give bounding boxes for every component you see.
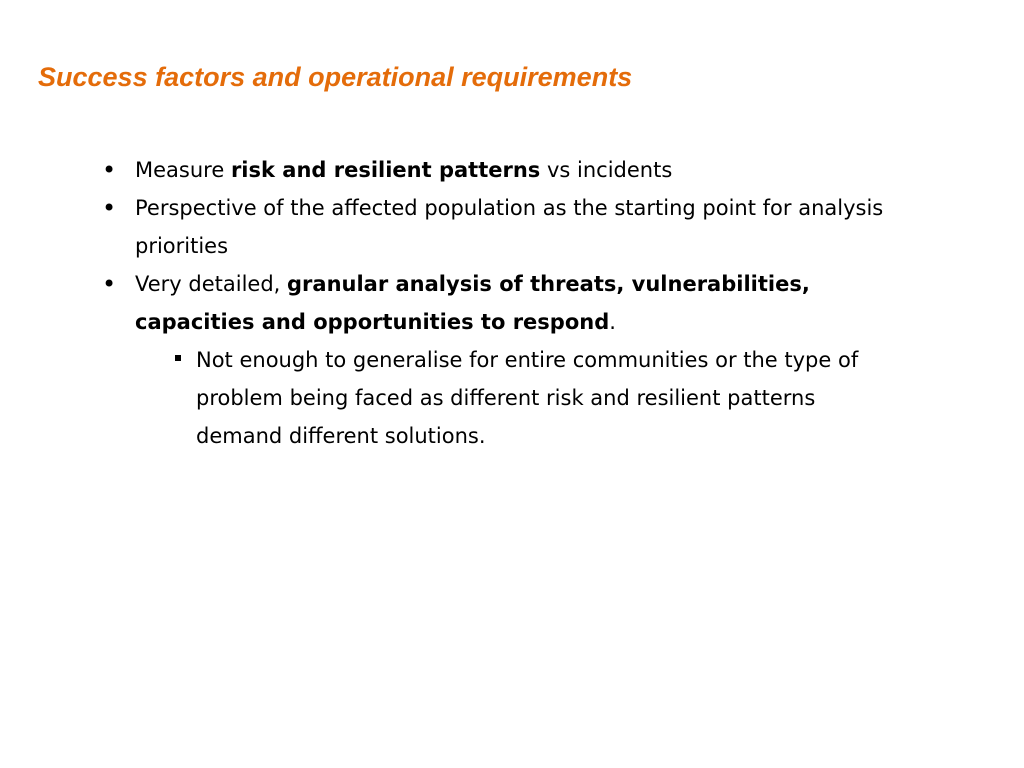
bullet-text	[135, 189, 896, 265]
square-bullet-icon	[175, 355, 181, 361]
bullet-text	[135, 151, 896, 189]
bullet-item-1	[96, 151, 896, 189]
bullet-part-text: Very detailed,	[135, 272, 288, 296]
bullet-marker-icon: •	[102, 194, 117, 222]
bullet-marker-icon: •	[102, 156, 117, 184]
bullet-part-text: Measure	[135, 158, 231, 182]
bullet-part-bold-text: granular analysis of threats, vulnerabilities, capacities and opportunities to respond	[135, 272, 810, 334]
bullet-part-text: .	[609, 310, 616, 334]
bullet-marker-icon: •	[102, 270, 117, 298]
bullet-part-bold-text: risk and resilient patterns	[230, 158, 541, 182]
bullet-part-text: vs incidents	[540, 158, 673, 182]
bullet-text	[135, 265, 896, 341]
bullet-list	[96, 151, 896, 455]
sub-bullet-item-1	[166, 341, 886, 455]
sub-bullet-list	[135, 341, 896, 455]
bullet-part-text: Perspective of the affected population as the starting point for analysis priorities	[135, 196, 884, 258]
bullet-item-3	[96, 265, 896, 455]
bullet-item-2	[96, 189, 896, 265]
sub-bullet-text: Not enough to generalise for entire communities or the type of problem being faced as different risk and resilient patterns demand different solutions.	[196, 348, 859, 448]
slide-title: Success factors and operational requirements	[38, 62, 633, 92]
